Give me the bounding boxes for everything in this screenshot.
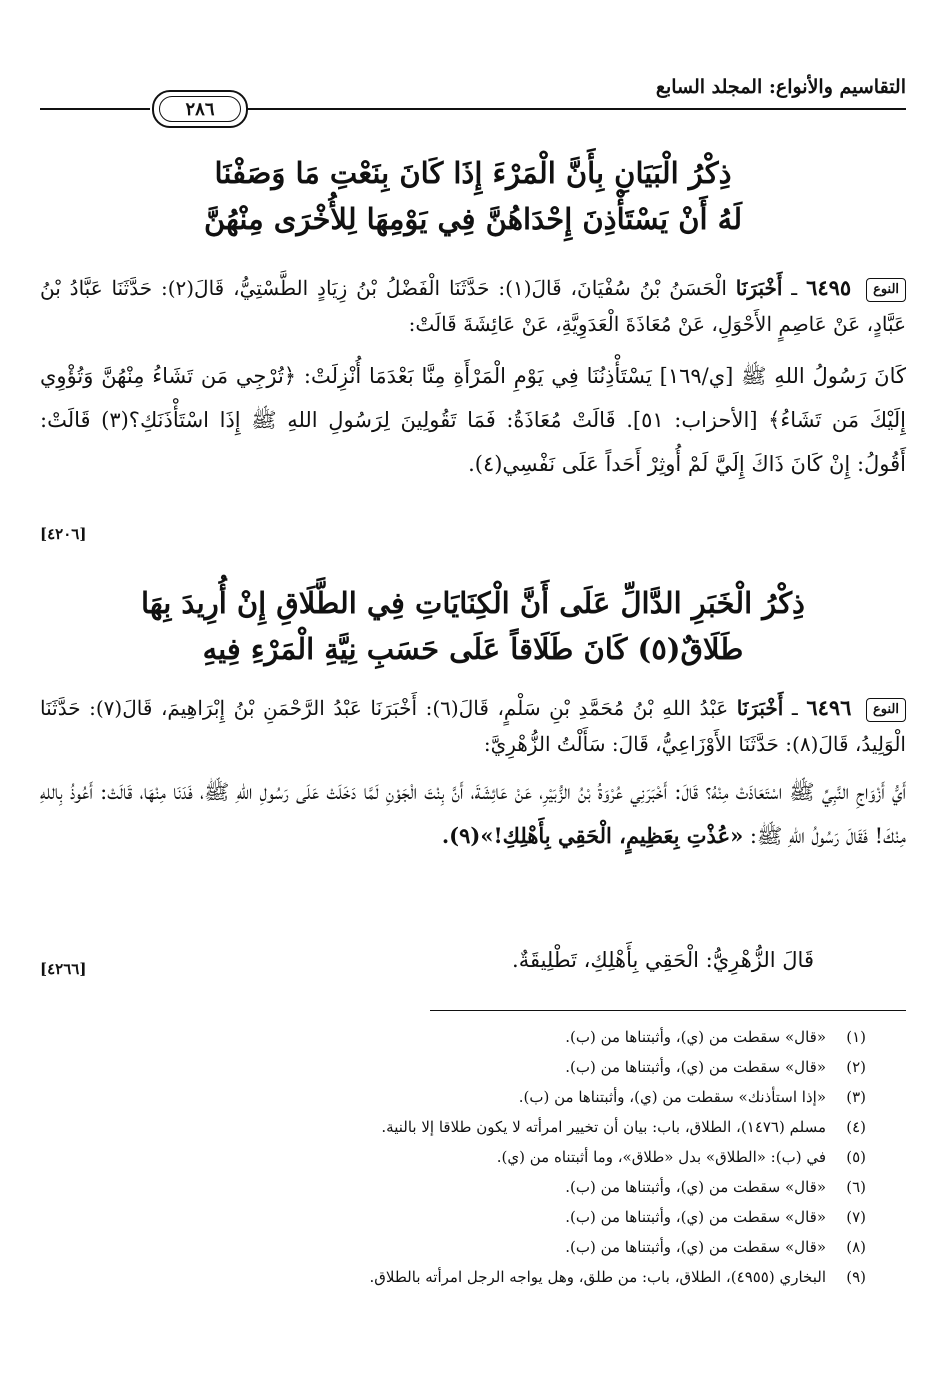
header-rule xyxy=(40,108,150,110)
hadith-reference: [٤٢٦٦] xyxy=(40,960,87,978)
section-title-line: لَهُ أَنْ يَسْتَأْذِنَ إِحْدَاهُنَّ فِي يَوْمِهَا لِلأُخْرَى مِنْهُنَّ xyxy=(203,202,743,236)
footnote-text: مسلم (١٤٧٦)، الطلاق، باب: بيان أن تخيير امرأته لا يكون طلاقا إلا بالنية. xyxy=(381,1118,826,1136)
footnote-text: «قال» سقطت من (ي)، وأثبتناها من (ب). xyxy=(565,1028,826,1046)
hadith-number: ٦٤٩٥ xyxy=(806,275,852,300)
footnote-text: «إذا استأذنك» سقطت من (ي)، وأثبتناها من (ب). xyxy=(518,1088,826,1106)
footnote-number: (٣) xyxy=(846,1088,866,1106)
footnote xyxy=(40,1022,866,1052)
footnote-text: البخاري (٤٩٥٥)، الطلاق، باب: من طلق، وهل يواجه الرجل امرأته بالطلاق. xyxy=(369,1268,826,1286)
hadith-isnad: النوع ٦٤٩٦ ـ أَخْبَرَنَا عَبْدُ اللهِ بْنُ مُحَمَّدِ بْنِ سَلْمٍ، قَالَ(٦): أَخْبَرَنَا عَبْدُ الرَّحْمَنِ بْنُ إِبْرَاهِيمَ، قَالَ(٧): حَدَّثَنَا الْوَلِيدُ، قَالَ(٨): حَدَّثَنَا الأَوْزَاعِيُّ، قَالَ: سَأَلْتُ الزُّهْرِيَّ: xyxy=(40,695,906,756)
footnote-number: (٢) xyxy=(846,1058,866,1076)
page-number: ٢٨٦ xyxy=(159,96,241,122)
footnote-number: (٨) xyxy=(846,1238,866,1256)
prophetic-quote: «عُذْتِ بِعَظِيمٍ، الْحَقِي بِأَهْلِكِ!»(٩). xyxy=(441,823,744,848)
matn-text: أَيُّ أَزْوَاجِ النَّبِيِّ ﷺ اسْتَعَاذَتْ مِنْهُ؟ قَالَ: أَخْبَرَنِي عُرْوَةُ بْنُ الزُّبَيْرِ، عَنْ عَائِشَةَ، أَنَّ بِنْتَ الْجَوْنِ لَمَّا دَخَلَتْ عَلَى رَسُولِ اللهِ ﷺ، فَدَنَا مِنْهَا، قَالَتْ: أَعُوذُ بِاللهِ مِنْكَ! فَقَالَ رَسُولُ اللهِ ﷺ: xyxy=(40,780,906,848)
footnote-number: (٥) xyxy=(846,1148,866,1166)
running-title: التقاسيم والأنواع: المجلد السابع xyxy=(655,76,906,98)
hadith-matn: كَانَ رَسُولُ اللهِ ﷺ [ي/١٦٩] يَسْتَأْذِنُنَا فِي يَوْمِ الْمَرْأَةِ مِنَّا بَعْدَمَا أُنْزِلَتْ: ﴿تُرْجِي مَن تَشَاءُ مِنْهُنَّ وَتُؤْوِي إِلَيْكَ مَن تَشَاءُ﴾ [الأحزاب: ٥١]. قَالَتْ مُعَاذَةُ: فَمَا تَقُولِينَ لِرَسُولِ اللهِ ﷺ إِذَا اسْتَأْذَنَكِ؟(٣) قَالَتْ: أَقُولُ: إِنْ كَانَ ذَاكَ إِلَيَّ لَمْ أُوثِرْ أَحَداً عَلَى نَفْسِي(٤). xyxy=(40,364,906,476)
section-title xyxy=(40,150,906,242)
footnote xyxy=(40,1232,866,1262)
footnote xyxy=(40,1082,866,1112)
footnote xyxy=(40,1142,866,1172)
akhbarana-word: أَخْبَرَنَا xyxy=(736,696,784,720)
page-header xyxy=(40,72,906,132)
footnote xyxy=(40,1052,866,1082)
footnote-number: (١) xyxy=(846,1028,866,1046)
footnote xyxy=(40,1172,866,1202)
isnad-text: عَبْدُ اللهِ بْنُ مُحَمَّدِ بْنِ سَلْمٍ، قَالَ(٦): أَخْبَرَنَا عَبْدُ الرَّحْمَنِ بْنُ إِبْرَاهِيمَ، قَالَ(٧): حَدَّثَنَا الْوَلِيدُ، قَالَ(٨): حَدَّثَنَا الأَوْزَاعِيُّ، قَالَ: سَأَلْتُ الزُّهْرِيَّ: xyxy=(40,696,906,756)
zuhri-comment: قَالَ الزُّهْرِيُّ: الْحَقِي بِأَهْلِكِ، تَطْلِيقَةٌ. xyxy=(512,948,814,972)
footnote xyxy=(40,1112,866,1142)
hadith-type-tag: النوع xyxy=(866,278,906,302)
hadith-isnad: النوع ٦٤٩٥ ـ أَخْبَرَنَا الْحَسَنُ بْنُ سُفْيَانَ، قَالَ(١): حَدَّثَنَا الْفَضْلُ بْنُ زِيَادٍ الطَّسْتِيُّ، قَالَ(٢): حَدَّثَنَا عَبَّادُ بْنُ عَبَّادٍ، عَنْ عَاصِمٍ الأَحْوَلِ، عَنْ مُعَاذَةَ الْعَدَوِيَّةِ، عَنْ عَائِشَةَ قَالَتْ: xyxy=(40,275,906,336)
page-number-frame xyxy=(152,90,248,128)
footnote-number: (٦) xyxy=(846,1178,866,1196)
footnote-text: «قال» سقطت من (ي)، وأثبتناها من (ب). xyxy=(565,1058,826,1076)
section-title-line: ذِكْرُ الْخَبَرِ الدَّالِّ عَلَى أَنَّ الْكِنَايَاتِ فِي الطَّلَاقِ إِنْ أُرِيدَ بِهَا xyxy=(141,586,805,620)
footnote xyxy=(40,1202,866,1232)
header-rule xyxy=(246,108,906,110)
hadith-type-tag: النوع xyxy=(866,698,906,722)
footnote-text: «قال» سقطت من (ي)، وأثبتناها من (ب). xyxy=(565,1178,826,1196)
footnote-text: في (ب): «الطلاق» بدل «طلاق»، وما أثبتناه من (ي). xyxy=(496,1148,826,1166)
hadith-reference: [٤٢٠٦] xyxy=(40,525,87,543)
hadith-number: ٦٤٩٦ xyxy=(806,695,852,720)
footnote-number: (٤) xyxy=(846,1118,866,1136)
section-title-line: ذِكْرُ الْبَيَانِ بِأَنَّ الْمَرْءَ إِذَا كَانَ بِنَعْتِ مَا وَصَفْنَا xyxy=(214,156,732,190)
footnotes-list xyxy=(40,1022,866,1292)
footnote-separator xyxy=(430,1010,906,1011)
section-title-line: طَلَاقٌ(٥) كَانَ طَلَاقاً عَلَى حَسَبِ نِيَّةِ الْمَرْءِ فِيهِ xyxy=(202,632,744,666)
hadith-matn xyxy=(40,770,906,858)
isnad-text: الْحَسَنُ بْنُ سُفْيَانَ، قَالَ(١): حَدَّثَنَا الْفَضْلُ بْنُ زِيَادٍ الطَّسْتِيُّ، قَالَ(٢): حَدَّثَنَا عَبَّادُ بْنُ عَبَّادٍ، عَنْ عَاصِمٍ الأَحْوَلِ، عَنْ مُعَاذَةَ الْعَدَوِيَّةِ، عَنْ عَائِشَةَ قَالَتْ: xyxy=(40,276,906,336)
akhbarana-word: أَخْبَرَنَا xyxy=(735,276,783,300)
footnote-text: «قال» سقطت من (ي)، وأثبتناها من (ب). xyxy=(565,1238,826,1256)
footnote xyxy=(40,1262,866,1292)
footnote-number: (٧) xyxy=(846,1208,866,1226)
footnote-number: (٩) xyxy=(846,1268,866,1286)
footnote-text: «قال» سقطت من (ي)، وأثبتناها من (ب). xyxy=(565,1208,826,1226)
section-title xyxy=(40,580,906,672)
